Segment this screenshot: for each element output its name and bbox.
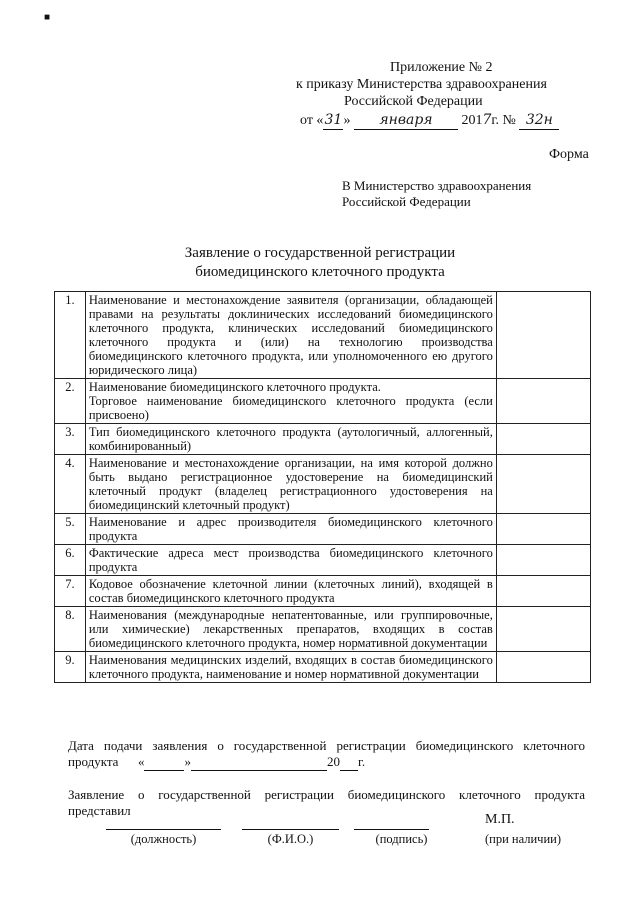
table-row: [55, 379, 591, 424]
row-label: Наименования (международные непатентованные, или группировочные, или химические) лекарственных препаратов, входящих в состав биомедицинского клеточного продукта, номер нормативной документации: [85, 607, 496, 652]
year-prefix: 20: [326, 754, 340, 769]
submission-year-blank[interactable]: [340, 754, 358, 771]
signature-line[interactable]: [354, 829, 429, 830]
title-line1: Заявление о государственной регистрации: [184, 245, 456, 261]
table-row: [55, 455, 591, 514]
row-value-cell[interactable]: [496, 576, 590, 607]
corner-mark: ■: [44, 12, 51, 23]
row-label: Тип биомедицинского клеточного продукта (аутологичный, аллогенный, комбинированный): [85, 424, 496, 455]
addressee-line2: Российской Федерации: [342, 194, 471, 209]
row-value-cell[interactable]: [496, 424, 590, 455]
row-label: Фактические адреса мест производства биомедицинского клеточного продукта: [85, 545, 496, 576]
document-title: [0, 244, 640, 282]
row-value-cell[interactable]: [496, 379, 590, 424]
order-line: к приказу Министерства здравоохранения: [296, 77, 547, 92]
date-month: января: [354, 112, 458, 130]
row-number: 5.: [55, 514, 86, 545]
row-number: 4.: [55, 455, 86, 514]
date-open-quote: «: [137, 754, 145, 769]
row-label: Наименование и адрес производителя биомедицинского клеточного продукта: [85, 514, 496, 545]
submission-day-blank[interactable]: [144, 754, 184, 771]
submission-date-text: Дата подачи заявления о государственной регистрации биомедицинского клеточного продукта: [68, 738, 585, 769]
date-day: 31: [324, 112, 343, 128]
row-number: 3.: [55, 424, 86, 455]
row-label: Наименование и местонахождение организации, на имя которой должно быть выдано регистрационное удостоверение на биомедицинский клеточный продукт (владелец регистрационного удостоверения на биомедицинский клеточный продукт): [85, 455, 496, 514]
row-label: Кодовое обозначение клеточной линии (клеточных линий), входящей в состав биомедицинского клеточного продукта: [85, 576, 496, 607]
row-number: 6.: [55, 545, 86, 576]
form-label: Форма: [549, 147, 589, 162]
submission-month-blank[interactable]: [191, 754, 327, 771]
position-caption: (должность): [130, 832, 197, 846]
row-value-cell[interactable]: [496, 652, 590, 683]
date-prefix: от «: [300, 113, 324, 128]
table-row: [55, 292, 591, 379]
table-row: [55, 607, 591, 652]
date-close-quote: »: [184, 754, 191, 769]
date-year-digit: 7: [482, 112, 492, 128]
row-label: Наименование и местонахождение заявителя (организации, обладающей правами на результаты доклинических исследований биомедицинского клеточного продукта, клинических исследований биомедицинского клеточного продукта и (или) на технологию производства биомедицинского клеточного продукта, или уполномоченного ею другого юридического лица): [85, 292, 496, 379]
order-number: 32н: [519, 112, 559, 130]
row-value-cell[interactable]: [496, 455, 590, 514]
position-line[interactable]: [106, 829, 221, 830]
row-number: 9.: [55, 652, 86, 683]
row-number: 2.: [55, 379, 86, 424]
title-line2: биомедицинского клеточного продукта: [195, 264, 445, 280]
table-row: [55, 514, 591, 545]
date-year-prefix: 201: [461, 113, 483, 128]
stamp-place-label: М.П.: [485, 812, 515, 827]
name-line[interactable]: [242, 829, 339, 830]
table-row: [55, 576, 591, 607]
appendix-label: Приложение № 2: [390, 60, 493, 75]
signature-intro: Заявление о государственной регистрации биомедицинского клеточного продукта представил: [68, 787, 585, 818]
date-mid: »: [343, 113, 351, 128]
addressee-line1: В Министерство здравоохранения: [342, 178, 532, 193]
row-number: 1.: [55, 292, 86, 379]
submission-date: [68, 738, 585, 771]
row-label: Наименование биомедицинского клеточного продукта. Торговое наименование биомедицинского клеточного продукта (если присвоено): [85, 379, 496, 424]
order-date-line: [300, 112, 559, 130]
row-number: 8.: [55, 607, 86, 652]
if-any-caption: (при наличии): [484, 832, 562, 846]
federation-line: Российской Федерации: [344, 94, 483, 109]
row-value-cell[interactable]: [496, 607, 590, 652]
table-row: [55, 652, 591, 683]
table-row: [55, 424, 591, 455]
row-value-cell[interactable]: [496, 545, 590, 576]
table-row: [55, 545, 591, 576]
addressee: [342, 178, 531, 210]
row-value-cell[interactable]: [496, 292, 590, 379]
row-number: 7.: [55, 576, 86, 607]
year-suffix: г.: [357, 754, 366, 769]
application-table: [54, 291, 591, 683]
date-suffix: г. №: [491, 113, 516, 128]
row-value-cell[interactable]: [496, 514, 590, 545]
sign-caption: (подпись): [375, 832, 428, 846]
name-caption: (Ф.И.О.): [267, 832, 314, 846]
row-label: Наименования медицинских изделий, входящих в состав биомедицинского клеточного продукта, наименование и номер нормативной документации: [85, 652, 496, 683]
